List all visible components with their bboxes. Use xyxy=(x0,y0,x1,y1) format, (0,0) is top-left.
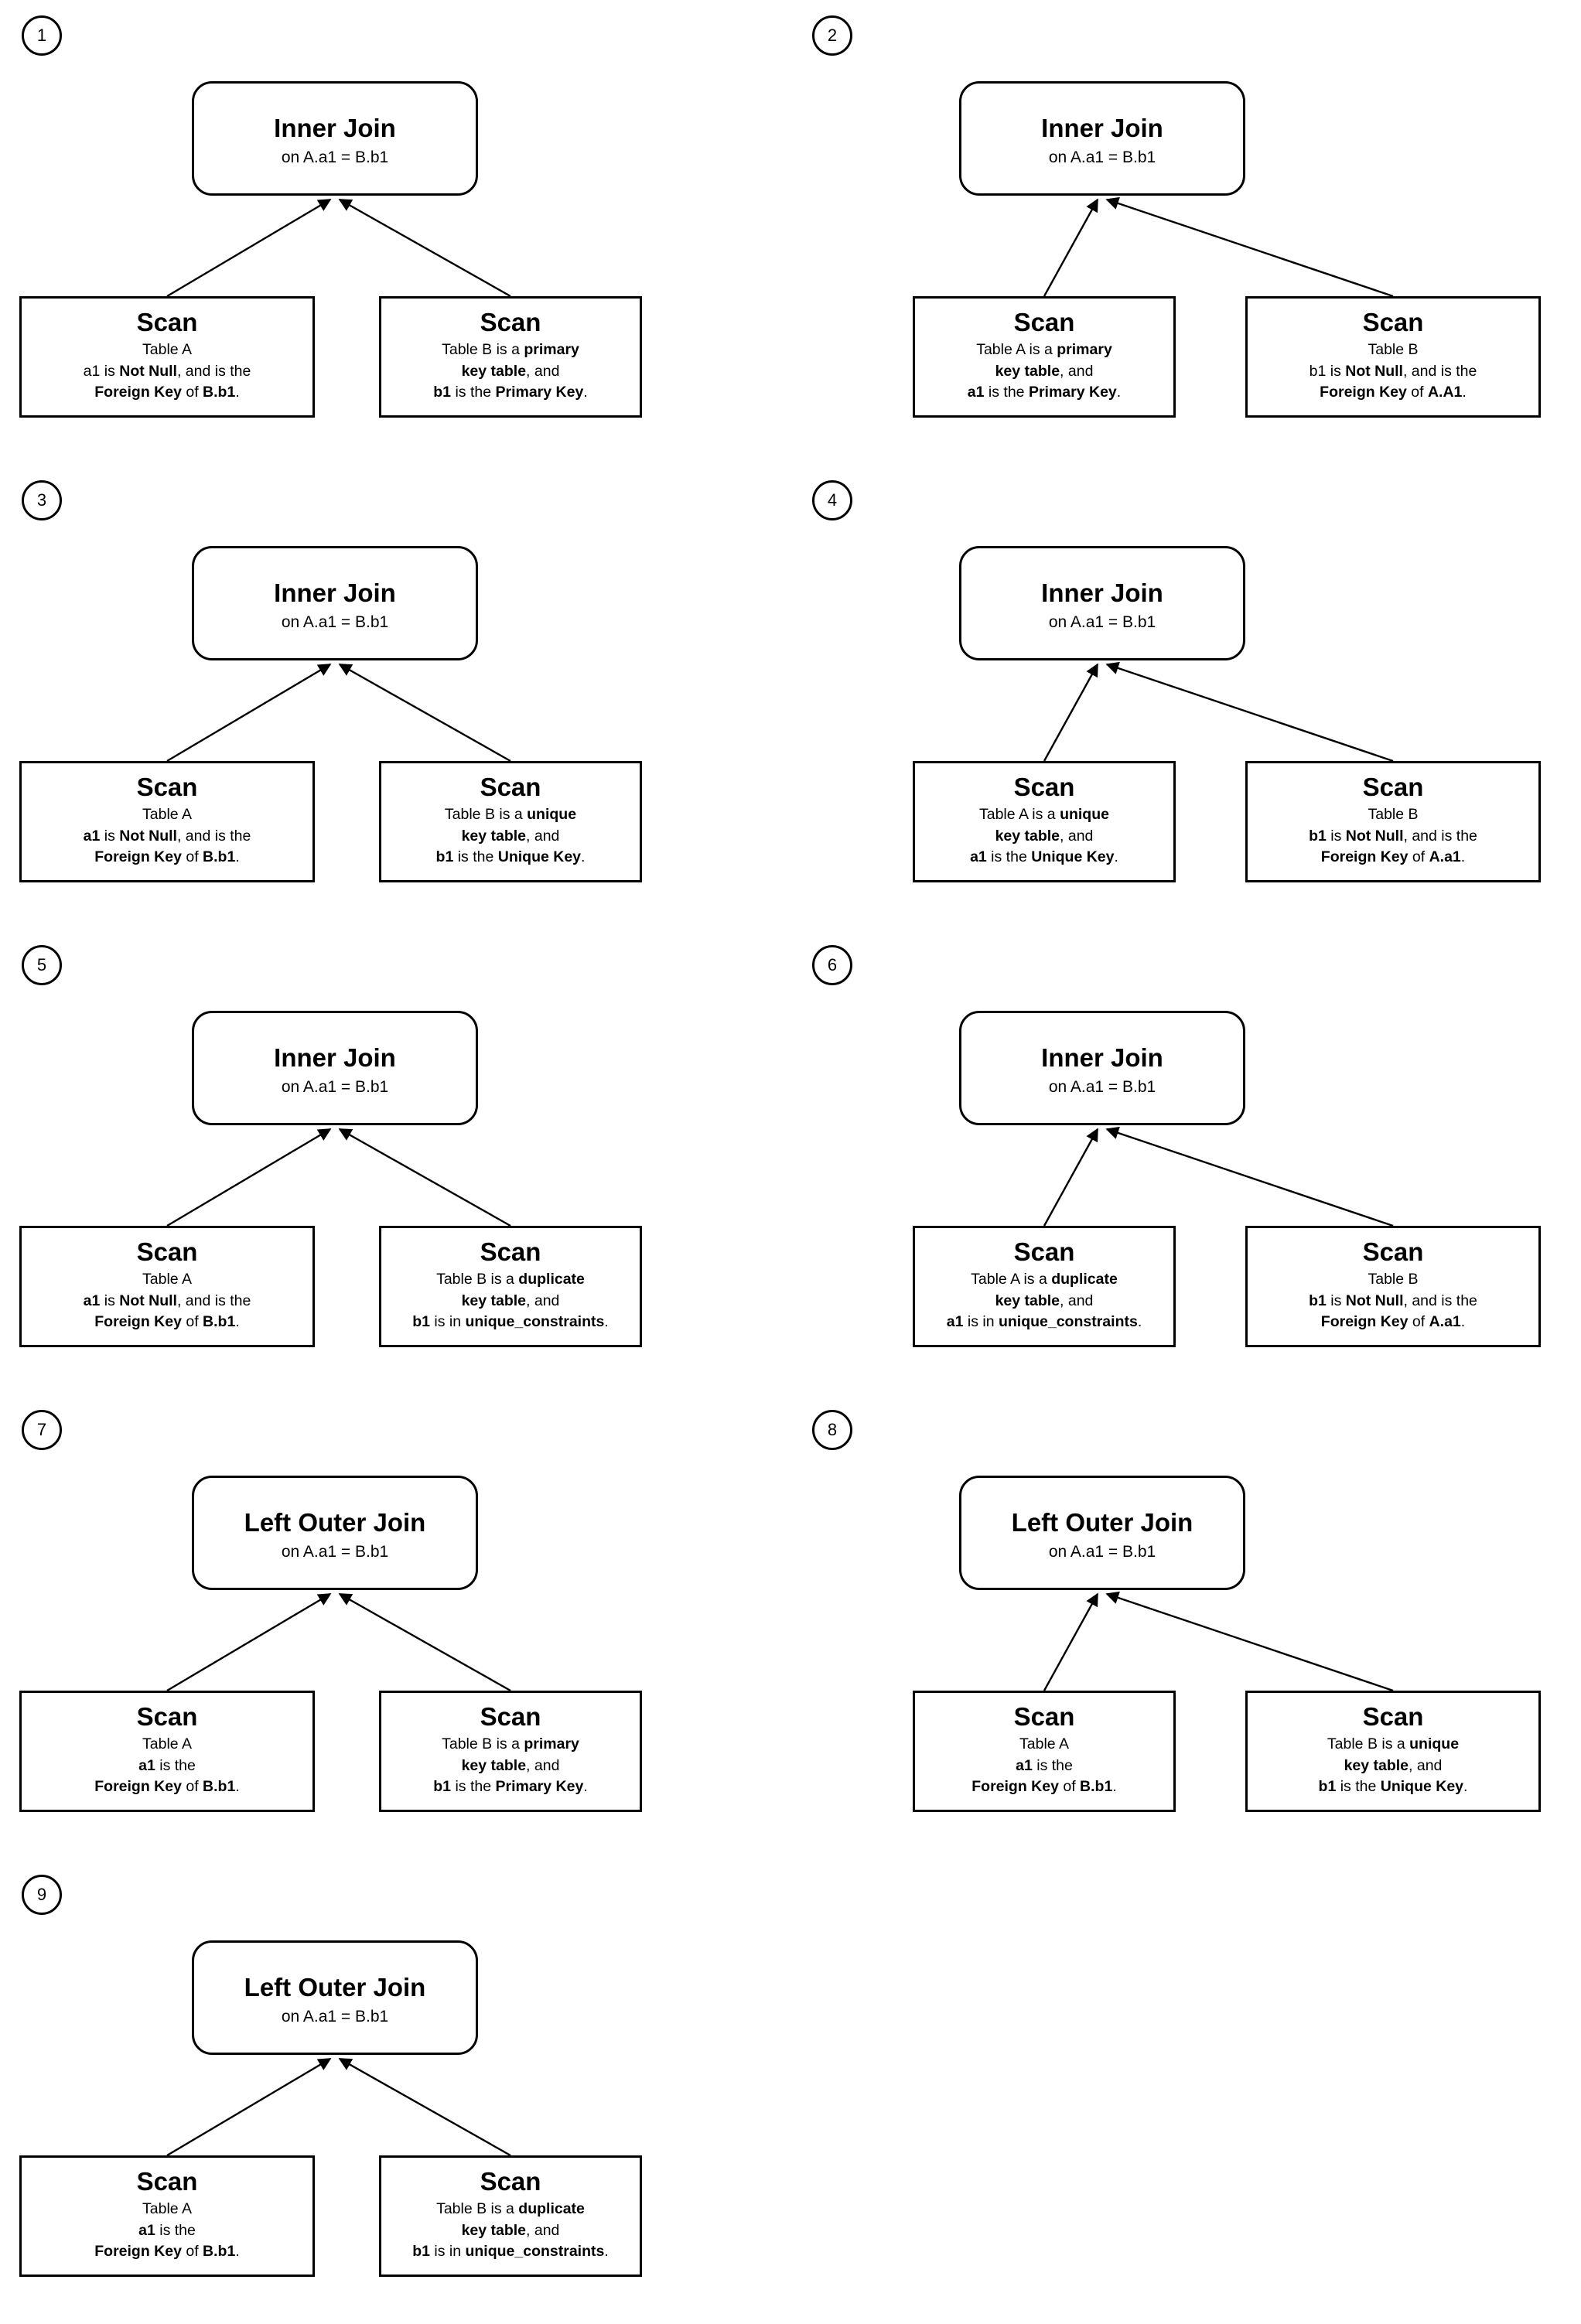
join-node[interactable] xyxy=(192,81,478,196)
scan-title: Scan xyxy=(1013,772,1075,801)
panel-number: 7 xyxy=(22,1410,62,1450)
join-condition: on A.a1 = B.b1 xyxy=(281,1077,389,1096)
scan-description: Table A is a primary key table, and a1 is the Primary Key. xyxy=(967,341,1122,401)
query-plan-panel xyxy=(0,930,790,1394)
query-plan-panel xyxy=(0,465,790,930)
join-condition: on A.a1 = B.b1 xyxy=(1048,1542,1156,1561)
scan-title: Scan xyxy=(136,1237,198,1266)
scan-node-left[interactable] xyxy=(913,1226,1176,1347)
scan-description: Table B b1 is Not Null, and is the Foreign Key of A.a1. xyxy=(1309,806,1477,866)
scan-title: Scan xyxy=(136,1701,198,1731)
query-plan-panel xyxy=(0,1859,790,2324)
scan-title: Scan xyxy=(1362,1701,1424,1731)
panel-number: 6 xyxy=(812,945,852,985)
scan-description: Table A a1 is Not Null, and is the Foreign Key of B.b1. xyxy=(83,1271,251,1331)
scan-title: Scan xyxy=(480,1237,541,1266)
scan-description: Table A a1 is the Foreign Key of B.b1. xyxy=(971,1735,1117,1796)
query-plan-panel xyxy=(790,1394,1581,1859)
join-title: Left Outer Join xyxy=(244,1972,426,2002)
scan-title: Scan xyxy=(136,2166,198,2196)
scan-node-right[interactable] xyxy=(1245,1691,1541,1812)
join-node[interactable] xyxy=(959,81,1245,196)
join-condition: on A.a1 = B.b1 xyxy=(281,2007,389,2025)
scan-description: Table B is a primary key table, and b1 is the Primary Key. xyxy=(433,341,588,401)
query-plan-panel xyxy=(790,0,1581,465)
join-title: Left Outer Join xyxy=(1011,1507,1193,1537)
scan-title: Scan xyxy=(1362,1237,1424,1266)
panel-number: 4 xyxy=(812,480,852,520)
join-node[interactable] xyxy=(192,1476,478,1590)
join-node[interactable] xyxy=(959,1011,1245,1125)
scan-title: Scan xyxy=(1013,1701,1075,1731)
scan-description: Table B is a primary key table, and b1 is the Primary Key. xyxy=(433,1735,588,1796)
scan-description: Table B is a unique key table, and b1 is the Unique Key. xyxy=(435,806,586,866)
scan-title: Scan xyxy=(1362,772,1424,801)
query-plan-panel xyxy=(790,465,1581,930)
scan-description: Table B is a duplicate key table, and b1 is in unique_constraints. xyxy=(412,1271,609,1331)
plan-diagram xyxy=(790,0,1581,465)
join-condition: on A.a1 = B.b1 xyxy=(281,613,389,631)
scan-node-left[interactable] xyxy=(19,761,315,882)
join-title: Inner Join xyxy=(1041,113,1163,142)
scan-node-right[interactable] xyxy=(379,296,642,418)
plan-diagram xyxy=(790,465,1581,930)
panel-number: 9 xyxy=(22,1875,62,1915)
plan-diagram xyxy=(790,1394,1581,1859)
join-title: Inner Join xyxy=(274,113,396,142)
scan-title: Scan xyxy=(1013,307,1075,336)
scan-node-left[interactable] xyxy=(913,1691,1176,1812)
panel-number: 5 xyxy=(22,945,62,985)
scan-node-right[interactable] xyxy=(379,2155,642,2277)
scan-node-left[interactable] xyxy=(913,296,1176,418)
join-condition: on A.a1 = B.b1 xyxy=(281,148,389,166)
scan-title: Scan xyxy=(1362,307,1424,336)
scan-node-right[interactable] xyxy=(1245,1226,1541,1347)
join-title: Left Outer Join xyxy=(244,1507,426,1537)
plan-diagram xyxy=(0,0,790,465)
scan-node-right[interactable] xyxy=(379,1691,642,1812)
scan-node-right[interactable] xyxy=(379,761,642,882)
scan-description: Table B b1 is Not Null, and is the Foreign Key of A.a1. xyxy=(1309,1271,1477,1331)
scan-node-left[interactable] xyxy=(19,2155,315,2277)
scan-title: Scan xyxy=(1013,1237,1075,1266)
scan-title: Scan xyxy=(136,772,198,801)
panel-number: 2 xyxy=(812,15,852,56)
join-node[interactable] xyxy=(959,546,1245,660)
scan-node-right[interactable] xyxy=(1245,296,1541,418)
join-title: Inner Join xyxy=(274,1043,396,1072)
join-condition: on A.a1 = B.b1 xyxy=(1048,1077,1156,1096)
scan-description: Table B b1 is Not Null, and is the Foreign Key of A.A1. xyxy=(1309,341,1477,401)
join-title: Inner Join xyxy=(1041,578,1163,607)
join-condition: on A.a1 = B.b1 xyxy=(281,1542,389,1561)
scan-node-left[interactable] xyxy=(19,296,315,418)
panel-number: 3 xyxy=(22,480,62,520)
query-plan-panel xyxy=(0,1394,790,1859)
scan-title: Scan xyxy=(480,307,541,336)
plan-diagram xyxy=(0,465,790,930)
join-title: Inner Join xyxy=(1041,1043,1163,1072)
scan-description: Table B is a unique key table, and b1 is the Unique Key. xyxy=(1318,1735,1468,1796)
scan-description: Table A a1 is Not Null, and is the Foreign Key of B.b1. xyxy=(83,341,251,401)
join-node[interactable] xyxy=(192,1011,478,1125)
scan-title: Scan xyxy=(480,2166,541,2196)
panel-number: 1 xyxy=(22,15,62,56)
query-plan-panel xyxy=(0,0,790,465)
scan-description: Table A a1 is the Foreign Key of B.b1. xyxy=(94,2200,240,2261)
scan-description: Table B is a duplicate key table, and b1 is in unique_constraints. xyxy=(412,2200,609,2261)
scan-node-right[interactable] xyxy=(1245,761,1541,882)
scan-node-left[interactable] xyxy=(19,1691,315,1812)
plan-diagram xyxy=(790,930,1581,1394)
scan-node-left[interactable] xyxy=(19,1226,315,1347)
scan-node-right[interactable] xyxy=(379,1226,642,1347)
join-condition: on A.a1 = B.b1 xyxy=(1048,613,1156,631)
scan-title: Scan xyxy=(136,307,198,336)
join-node[interactable] xyxy=(192,546,478,660)
join-node[interactable] xyxy=(192,1940,478,2055)
join-node[interactable] xyxy=(959,1476,1245,1590)
scan-description: Table A a1 is the Foreign Key of B.b1. xyxy=(94,1735,240,1796)
query-plan-panel xyxy=(790,930,1581,1394)
scan-description: Table A is a duplicate key table, and a1 is in unique_constraints. xyxy=(946,1271,1142,1331)
scan-description: Table A a1 is Not Null, and is the Foreign Key of B.b1. xyxy=(83,806,251,866)
panel-number: 8 xyxy=(812,1410,852,1450)
join-title: Inner Join xyxy=(274,578,396,607)
plan-diagram xyxy=(0,1859,790,2324)
join-condition: on A.a1 = B.b1 xyxy=(1048,148,1156,166)
plan-diagram xyxy=(0,1394,790,1859)
plan-diagram xyxy=(0,930,790,1394)
scan-title: Scan xyxy=(480,1701,541,1731)
scan-node-left[interactable] xyxy=(913,761,1176,882)
scan-title: Scan xyxy=(480,772,541,801)
scan-description: Table A is a unique key table, and a1 is the Unique Key. xyxy=(970,806,1118,866)
